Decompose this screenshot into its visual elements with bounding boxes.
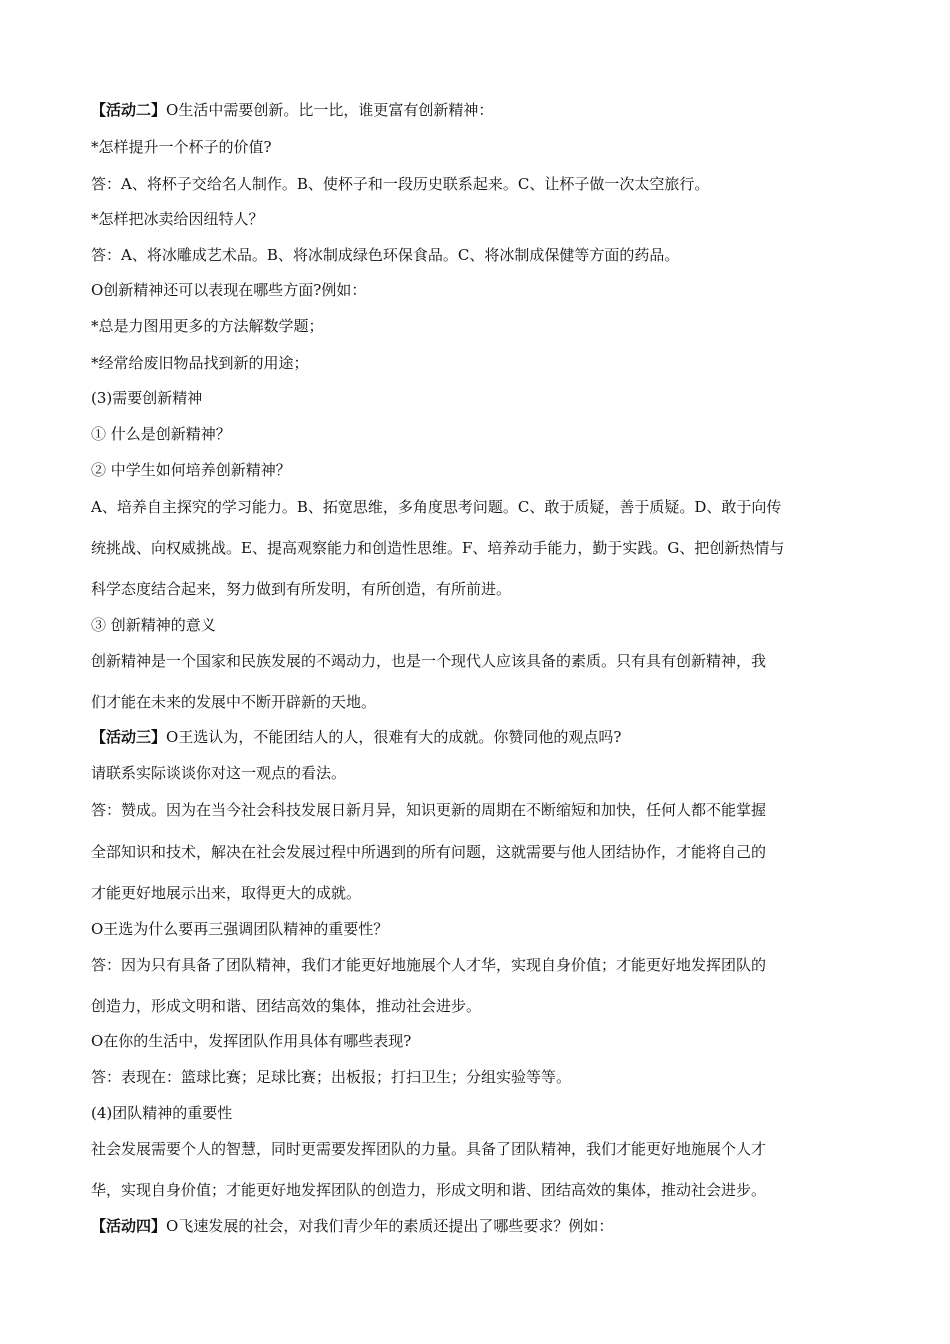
line-text: 请联系实际谈谈你对这一观点的看法。 (91, 764, 347, 782)
text-line (91, 651, 766, 671)
text-line (91, 245, 679, 265)
text-line (91, 919, 388, 939)
activity-heading: 【活动四】 (91, 1217, 167, 1235)
line-text: ① 什么是创新精神？ (91, 425, 231, 443)
text-line (91, 316, 324, 336)
text-line (91, 538, 784, 558)
text-line (91, 209, 264, 229)
line-text: 华，实现自身价值；才能更好地发挥团队的创造力，形成文明和谐、团结高效的集体，推动社会进步。 (91, 1181, 767, 1199)
text-line (91, 1031, 411, 1051)
text-line (91, 615, 216, 635)
line-text: O在你的生活中，发挥团队作用具体有哪些表现? (91, 1032, 412, 1050)
text-line (91, 100, 493, 120)
line-text: *经常给废旧物品找到新的用途； (91, 354, 309, 372)
line-text: O飞速发展的社会，对我们青少年的素质还提出了哪些要求？例如： (166, 1217, 614, 1235)
text-line (91, 842, 766, 862)
text-line (91, 424, 231, 444)
line-text: 科学态度结合起来，努力做到有所发明，有所创造，有所前进。 (91, 580, 512, 598)
line-text: 答：A、将杯子交给名人制作。B、使杯子和一段历史联系起来。C、让杯子做一次太空旅行。 (91, 175, 710, 193)
line-text: 创造力，形成文明和谐、团结高效的集体，推动社会进步。 (91, 997, 482, 1015)
text-line (91, 800, 766, 820)
line-text: 答：因为只有具备了团队精神，我们才能更好地施展个人才华，实现自身价值；才能更好地发挥团队的 (91, 956, 767, 974)
text-line (91, 579, 511, 599)
text-line (91, 1216, 613, 1236)
text-line (91, 1180, 766, 1200)
line-text: O创新精神还可以表现在哪些方面?例如： (91, 281, 367, 299)
line-text: ② 中学生如何培养创新精神？ (91, 461, 291, 479)
line-text: A、培养自主探究的学习能力。B、拓宽思维，多角度思考问题。C、敢于质疑，善于质疑。D、敢于向传 (91, 498, 782, 516)
activity-heading: 【活动三】 (91, 728, 167, 746)
text-line (91, 137, 272, 157)
text-line (91, 353, 309, 373)
line-text: 全部知识和技术，解决在社会发展过程中所遇到的所有问题，这就需要与他人团结协作，才能将自己的 (91, 843, 767, 861)
text-line (91, 1139, 766, 1159)
line-text: (4)团队精神的重要性 (91, 1104, 233, 1122)
line-text: ③ 创新精神的意义 (91, 616, 216, 634)
text-line (91, 883, 361, 903)
text-line (91, 1103, 232, 1123)
line-text: O生活中需要创新。比一比，谁更富有创新精神： (166, 101, 494, 119)
text-line (91, 692, 376, 712)
line-text: 社会发展需要个人的智慧，同时更需要发挥团队的力量。具备了团队精神，我们才能更好地施展个人才 (91, 1140, 767, 1158)
text-line (91, 388, 202, 408)
text-line (91, 955, 766, 975)
text-line (91, 1067, 571, 1087)
line-text: 答：A、将冰雕成艺术品。B、将冰制成绿色环保食品。C、将冰制成保健等方面的药品。 (91, 246, 680, 264)
text-line (91, 174, 709, 194)
line-text: *总是力图用更多的方法解数学题； (91, 317, 324, 335)
line-text: 答：表现在：篮球比赛；足球比赛；出板报；打扫卫生；分组实验等等。 (91, 1068, 572, 1086)
line-text: 才能更好地展示出来，取得更大的成就。 (91, 884, 362, 902)
line-text: O王选为什么要再三强调团队精神的重要性？ (91, 920, 389, 938)
line-text: O王选认为，不能团结人的人，很难有大的成就。你赞同他的观点吗? (166, 728, 622, 746)
activity-heading: 【活动二】 (91, 101, 167, 119)
text-line (91, 727, 621, 747)
line-text: *怎样把冰卖给因纽特人？ (91, 210, 264, 228)
text-line (91, 497, 781, 517)
line-text: *怎样提升一个杯子的价值? (91, 138, 272, 156)
text-line (91, 763, 346, 783)
line-text: 统挑战、向权威挑战。E、提高观察能力和创造性思维。F、培养动手能力，勤于实践。G、把创新热情与 (91, 539, 785, 557)
line-text: 创新精神是一个国家和民族发展的不竭动力，也是一个现代人应该具备的素质。只有具有创新精神，我 (91, 652, 767, 670)
text-line (91, 460, 291, 480)
line-text: 们才能在未来的发展中不断开辟新的天地。 (91, 693, 377, 711)
line-text: (3)需要创新精神 (91, 389, 203, 407)
text-line (91, 280, 366, 300)
line-text: 答：赞成。因为在当今社会科技发展日新月异，知识更新的周期在不断缩短和加快，任何人都不能掌握 (91, 801, 767, 819)
text-line (91, 996, 481, 1016)
